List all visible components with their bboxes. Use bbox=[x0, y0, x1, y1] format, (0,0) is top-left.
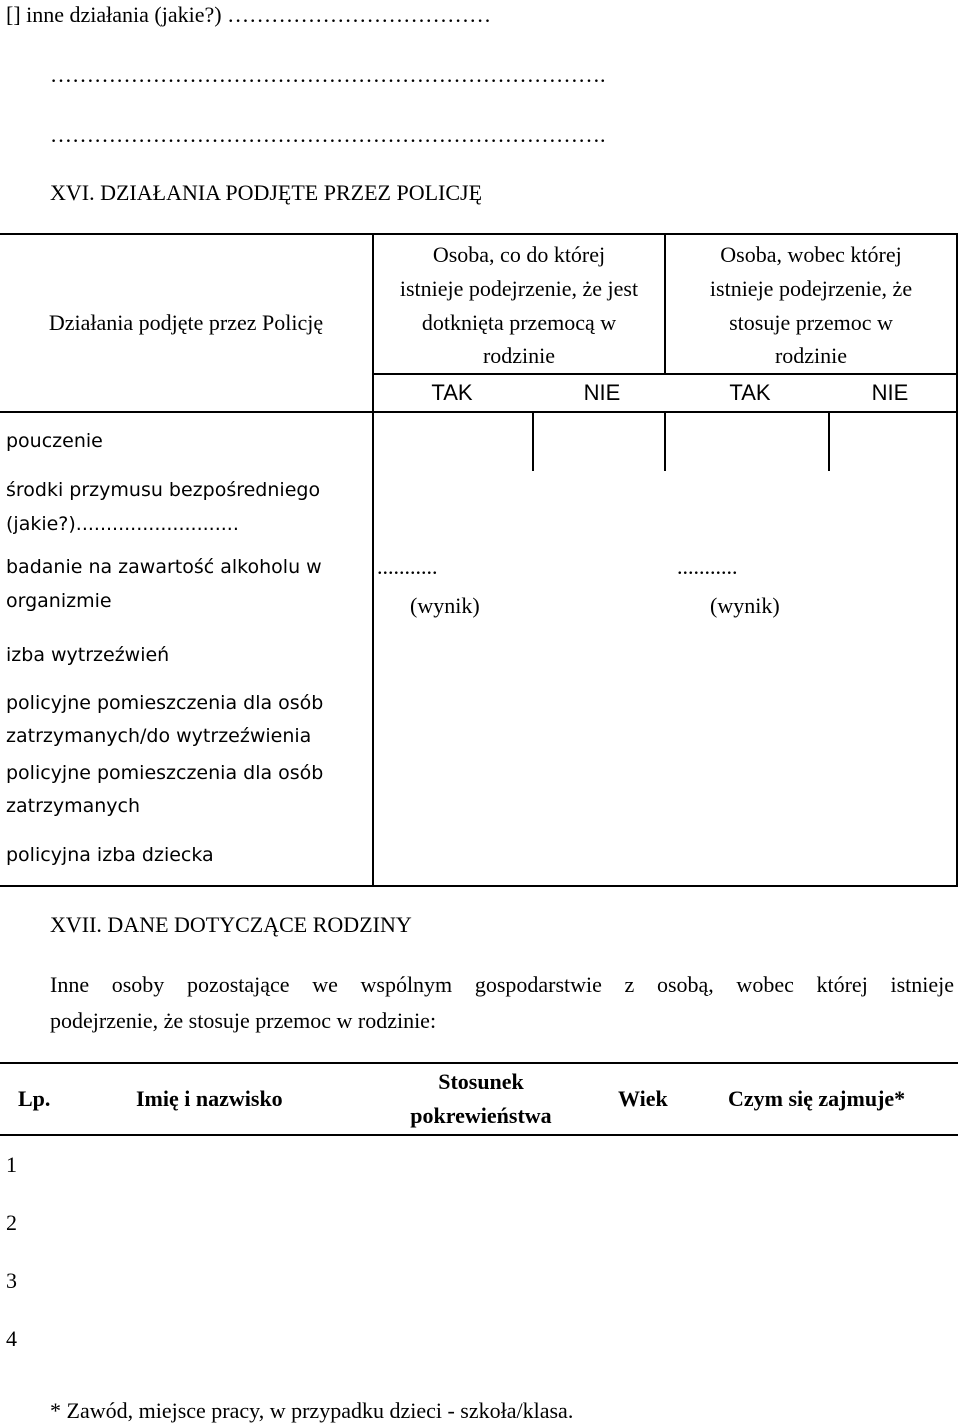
yes-label-perpetrator: TAK bbox=[729, 380, 771, 405]
header-victim-line: rodzinie bbox=[482, 343, 556, 368]
header-victim-line: Osoba, co do której bbox=[432, 242, 606, 267]
section-xvii-paragraph-line: podejrzenie, że stosuje przemoc w rodzinie: bbox=[50, 1008, 437, 1033]
row-label-coercion: (jakie?)........................... bbox=[6, 513, 239, 535]
row-number: 4 bbox=[6, 1326, 17, 1351]
yes-label-victim: TAK bbox=[431, 380, 473, 405]
row-label-alcohol-test: organizmie bbox=[6, 590, 112, 612]
header-relation: pokrewieństwa bbox=[410, 1103, 552, 1128]
section-xvi-title: XVI. DZIAŁANIA PODJĘTE PRZEZ POLICJĘ bbox=[50, 180, 483, 205]
row-label-detention-rooms: policyjne pomieszczenia dla osób bbox=[6, 762, 324, 784]
section-xvii-title: XVII. DANE DOTYCZĄCE RODZINY bbox=[50, 912, 412, 937]
alcohol-result-dots-perpetrator: ........... bbox=[677, 554, 738, 579]
header-occupation: Czym się zajmuje* bbox=[728, 1086, 906, 1111]
alcohol-result-label-perpetrator: (wynik) bbox=[710, 593, 780, 618]
header-perpetrator-line: istnieje podejrzenie, że bbox=[709, 276, 913, 301]
section-xvii-paragraph-line: Inne osoby pozostające we wspólnym gospodarstwie z osobą, wobec której istnieje bbox=[50, 972, 954, 997]
no-label-perpetrator: NIE bbox=[871, 380, 909, 405]
dots-line: …………………………………………………………………. bbox=[50, 122, 606, 147]
header-name: Imię i nazwisko bbox=[136, 1086, 283, 1111]
header-victim-line: dotknięta przemocą w bbox=[421, 310, 617, 335]
row-number: 3 bbox=[6, 1268, 17, 1293]
alcohol-result-dots-victim: ........... bbox=[377, 554, 438, 579]
row-label-detention-rooms-sobering: policyjne pomieszczenia dla osób bbox=[6, 692, 324, 714]
row-label-sobering-center: izba wytrzeźwień bbox=[6, 644, 170, 666]
footnote: * Zawód, miejsce pracy, w przypadku dzieci - szkoła/klasa. bbox=[50, 1398, 574, 1423]
other-actions-line: [] inne działania (jakie?) ……………………………… bbox=[6, 2, 492, 27]
header-police-actions: Działania podjęte przez Policję bbox=[48, 310, 324, 335]
row-number: 2 bbox=[6, 1210, 17, 1235]
header-perpetrator-line: stosuje przemoc w bbox=[729, 310, 893, 335]
row-number: 1 bbox=[6, 1152, 17, 1177]
header-perpetrator-line: rodzinie bbox=[774, 343, 848, 368]
dots-line: …………………………………………………………………. bbox=[50, 62, 606, 87]
row-label-detention-rooms-sobering: zatrzymanych/do wytrzeźwienia bbox=[6, 725, 312, 747]
header-perpetrator-line: Osoba, wobec której bbox=[720, 242, 902, 267]
header-victim-line: istnieje podejrzenie, że jest bbox=[399, 276, 639, 301]
row-label-coercion: środki przymusu bezpośredniego bbox=[6, 479, 321, 501]
header-lp: Lp. bbox=[18, 1086, 51, 1111]
row-label-pouczenie: pouczenie bbox=[6, 430, 103, 452]
no-label-victim: NIE bbox=[583, 380, 621, 405]
alcohol-result-label-victim: (wynik) bbox=[410, 593, 480, 618]
row-label-alcohol-test: badanie na zawartość alkoholu w bbox=[6, 556, 322, 578]
row-label-detention-rooms: zatrzymanych bbox=[6, 795, 141, 817]
header-relation: Stosunek bbox=[438, 1069, 524, 1094]
row-label-child-custody: policyjna izba dziecka bbox=[6, 844, 214, 866]
header-age: Wiek bbox=[618, 1086, 668, 1111]
